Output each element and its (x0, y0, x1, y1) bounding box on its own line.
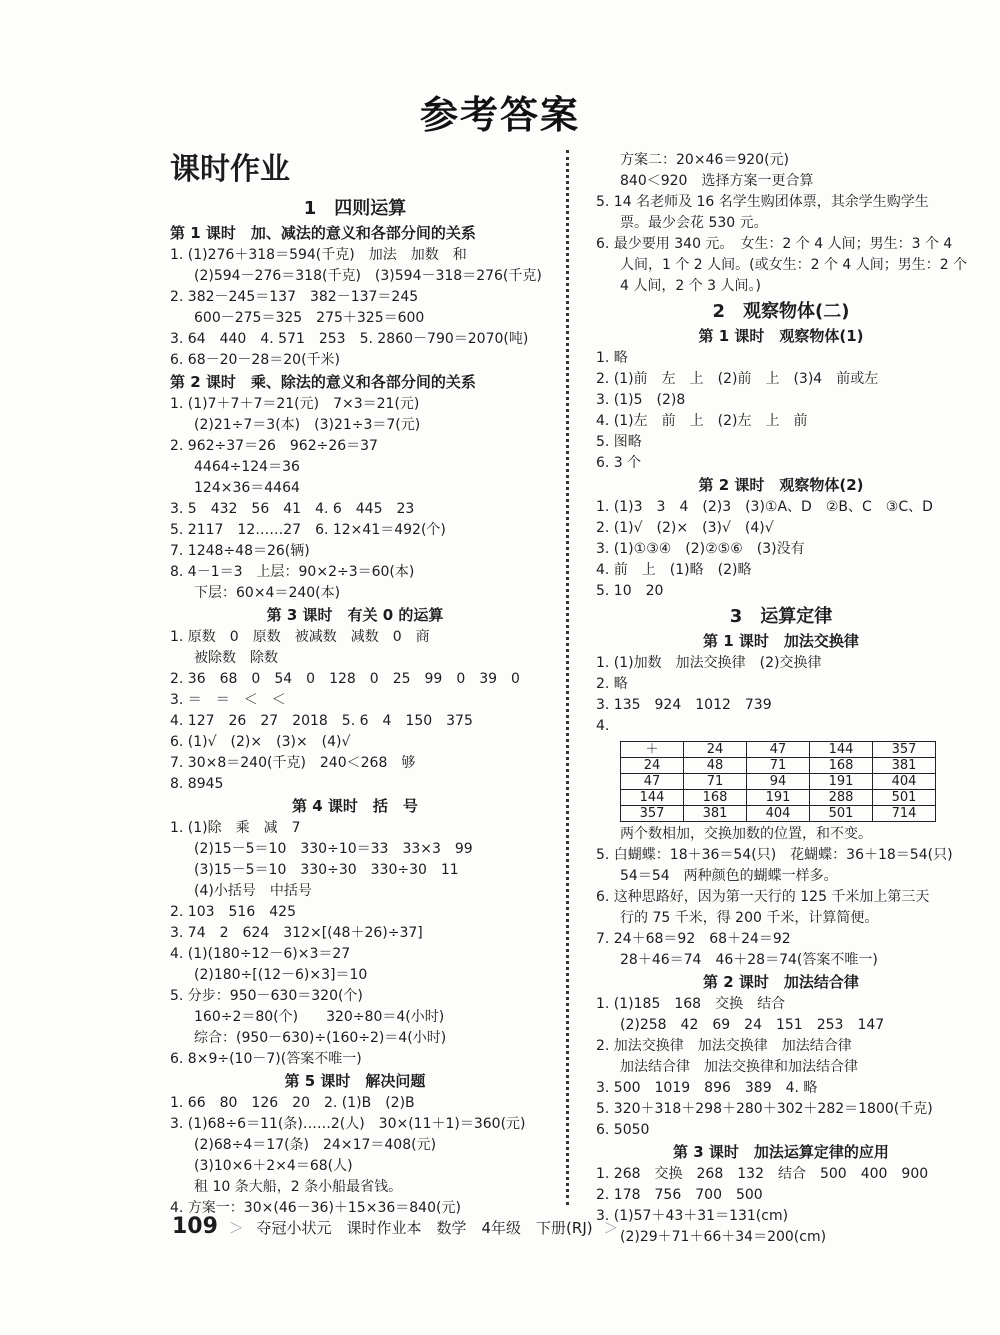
right-column (596, 150, 966, 1248)
table-cell: 501 (873, 790, 936, 806)
answer-line: (2)21÷7＝3(本) (3)21÷3＝7(元) (194, 417, 421, 433)
table-cell: 404 (747, 806, 810, 822)
answer-line: 租 10 条大船，2 条小船最省钱。 (194, 1179, 403, 1195)
answer-line: 6. (1)√ (2)× (3)× (4)√ (170, 734, 351, 750)
table-row (621, 806, 936, 822)
answer-line: 5. 图略 (596, 434, 642, 450)
answer-line: 1. (1)276＋318＝594(千克) 加法 加数 和 (170, 247, 467, 263)
answer-line: 1. (1)7＋7＋7＝21(元) 7×3＝21(元) (170, 396, 420, 412)
lesson-heading: 第 2 课时 乘、除法的意义和各部分间的关系 (170, 373, 476, 391)
answer-line: (2)180÷[(12－6)×3]＝10 (194, 967, 368, 983)
book-info: 夺冠小状元 课时作业本 数学 4年级 下册(RJ) (256, 1219, 593, 1237)
answer-line: 1. (1)加数 加法交换律 (2)交换律 (596, 655, 822, 671)
lesson-heading: 第 2 课时 观察物体(2) (698, 476, 864, 494)
answer-line: 2. 略 (596, 676, 628, 692)
table-cell: 94 (747, 774, 810, 790)
answer-line: 被除数 除数 (194, 650, 278, 666)
answer-line: 3. 500 1019 896 389 4. 略 (596, 1080, 818, 1096)
answer-line: 3. (1)68÷6＝11(条)……2(人) 30×(11＋1)＝360(元) (170, 1116, 526, 1132)
answer-line: 3. ＝ ＝ ＜ ＜ (170, 692, 286, 708)
answer-line: 综合：(950－630)÷(160÷2)＝4(小时) (194, 1030, 447, 1046)
answer-line: 7. 1248÷48＝26(辆) (170, 543, 310, 559)
answer-line: 6. 68－20－28＝20(千米) (170, 352, 340, 368)
table-cell: 168 (810, 758, 873, 774)
answer-line: 2. 382－245＝137 382－137＝245 (170, 289, 419, 305)
table-cell: 191 (810, 774, 873, 790)
page-number: 109 (172, 1214, 218, 1239)
answer-line: 4. 前 上 (1)略 (2)略 (596, 562, 752, 578)
answer-line: 3. 64 440 4. 571 253 5. 2860－790＝2070(吨) (170, 331, 529, 347)
answer-line: (2)29＋71＋66＋34＝200(cm) (620, 1229, 827, 1245)
right-column-bottom (596, 824, 966, 1248)
table-cell: 288 (810, 790, 873, 806)
lesson-heading: 第 4 课时 括 号 (292, 797, 418, 815)
answer-line: 下层：60×4＝240(本) (194, 585, 341, 601)
answer-line: 1. (1)除 乘 减 7 (170, 820, 301, 836)
answer-line: 6. 3 个 (596, 455, 642, 471)
answer-line: 3. 74 2 624 312×[(48＋26)÷37] (170, 925, 423, 941)
answer-line: 4. 127 26 27 2018 5. 6 4 150 375 (170, 713, 473, 729)
unit-heading: 2 观察物体(二) (712, 301, 850, 322)
answer-line: 6. 5050 (596, 1122, 650, 1138)
answer-line: 3. (1)①③④ (2)②⑤⑥ (3)没有 (596, 541, 805, 557)
table-cell: 71 (684, 774, 747, 790)
lesson-heading: 第 1 课时 加法交换律 (703, 632, 859, 650)
table-cell: ＋ (621, 742, 684, 758)
lesson-heading: 第 1 课时 加、减法的意义和各部分间的关系 (170, 224, 476, 242)
answer-line: 4. (1)左 前 上 (2)左 上 前 (596, 413, 808, 429)
table-cell: 24 (621, 758, 684, 774)
answer-line: 4 人间，2 个 3 人间。) (620, 278, 761, 294)
answer-line: 3. 5 432 56 41 4. 6 445 23 (170, 501, 415, 517)
lesson-heading: 第 3 课时 加法运算定律的应用 (673, 1143, 889, 1161)
table-cell: 47 (747, 742, 810, 758)
answer-line: 6. 这种思路好，因为第一天行的 125 千米加上第三天 (596, 889, 930, 905)
answer-line: 5. 320＋318＋298＋280＋302＋282＝1800(千克) (596, 1101, 933, 1117)
answer-line: (2)68÷4＝17(条) 24×17＝408(元) (194, 1137, 437, 1153)
answer-line: 160÷2＝80(个) 320÷80＝4(小时) (194, 1009, 445, 1025)
table-cell: 714 (873, 806, 936, 822)
arrow-right-icon: ＞ (603, 1219, 619, 1237)
answer-line: 3. 135 924 1012 739 (596, 697, 772, 713)
answer-line: 1. 原数 0 原数 被减数 减数 0 商 (170, 629, 430, 645)
table-row (621, 742, 936, 758)
table-cell: 191 (747, 790, 810, 806)
answer-line: 票。最少会花 530 元。 (620, 215, 768, 231)
answer-line: 3. (1)5 (2)8 (596, 392, 686, 408)
answer-line: 5. 10 20 (596, 583, 664, 599)
answer-line: 1. (1)3 3 4 (2)3 (3)①A、D ②B、C ③C、D (596, 499, 933, 515)
answer-line: (2)15－5＝10 330÷10＝33 33×3 99 (194, 841, 473, 857)
answer-line: 7. 24＋68＝92 68＋24＝92 (596, 931, 791, 947)
table-cell: 47 (621, 774, 684, 790)
lesson-heading: 第 3 课时 有关 0 的运算 (266, 606, 444, 624)
answer-line: 两个数相加，交换加数的位置，和不变。 (620, 826, 872, 842)
answer-line: (4)小括号 中括号 (194, 883, 312, 899)
answer-line: 5. 14 名老师及 16 名学生购团体票，其余学生购学生 (596, 194, 929, 210)
table-row (621, 774, 936, 790)
table-cell: 168 (684, 790, 747, 806)
table-cell: 71 (747, 758, 810, 774)
table-cell: 144 (621, 790, 684, 806)
answer-line: (3)10×6＋2×4＝68(人) (194, 1158, 353, 1174)
table-row (621, 790, 936, 806)
answer-line: 2. (1)√ (2)× (3)√ (4)√ (596, 520, 774, 536)
answer-line: 28＋46＝74 46＋28＝74(答案不唯一) (620, 952, 878, 968)
answer-line: 6. 最少要用 340 元。 女生：2 个 4 人间；男生：3 个 4 (596, 236, 953, 252)
answer-line: 1. 268 交换 268 132 结合 500 400 900 (596, 1166, 929, 1182)
answer-line: 8. 8945 (170, 776, 224, 792)
answer-line: 54＝54 两种颜色的蝴蝶一样多。 (620, 868, 838, 884)
answer-line: 124×36＝4464 (194, 480, 300, 496)
answer-line: 8. 4－1＝3 上层：90×2÷3＝60(本) (170, 564, 415, 580)
answer-line: 2. 962÷37＝26 962÷26＝37 (170, 438, 378, 454)
table-cell: 144 (810, 742, 873, 758)
answer-line: 人间，1 个 2 人间。(或女生：2 个 4 人间；男生：2 个 (620, 257, 968, 273)
answer-line: 加法结合律 加法交换律和加法结合律 (620, 1059, 858, 1075)
answer-line: 1. 略 (596, 350, 628, 366)
answer-line: 5. 分步：950－630＝320(个) (170, 988, 363, 1004)
left-column (170, 150, 540, 1219)
answer-line: 2. 加法交换律 加法交换律 加法结合律 (596, 1038, 852, 1054)
answer-line: 2. 178 756 700 500 (596, 1187, 763, 1203)
answer-line: 4. 方案一：30×(46－36)＋15×36＝840(元) (170, 1200, 461, 1216)
answer-line: 6. 8×9÷(10－7)(答案不唯一) (170, 1051, 362, 1067)
answer-line: 840＜920 选择方案一更合算 (620, 173, 814, 189)
unit-heading: 3 运算定律 (729, 606, 833, 627)
answer-line: 5. 白蝴蝶：18＋36＝54(只) 花蝴蝶：36＋18＝54(只) (596, 847, 953, 863)
answer-line: (3)15－5＝10 330÷30 330÷30 11 (194, 862, 459, 878)
answer-line: 4. (596, 718, 610, 734)
table-cell: 404 (873, 774, 936, 790)
answer-line: 7. 30×8＝240(千克) 240＜268 够 (170, 755, 416, 771)
answer-line: 4464÷124＝36 (194, 459, 300, 475)
table-cell: 48 (684, 758, 747, 774)
answer-line: 2. 36 68 0 54 0 128 0 25 99 0 39 0 (170, 671, 520, 687)
table-cell: 24 (684, 742, 747, 758)
answer-line: 方案二：20×46＝920(元) (620, 152, 790, 168)
answer-line: 1. 66 80 126 20 2. (1)B (2)B (170, 1095, 415, 1111)
answer-line: 5. 2117 12……27 6. 12×41＝492(个) (170, 522, 446, 538)
answer-line: (2)258 42 69 24 151 253 147 (620, 1017, 885, 1033)
addition-table (620, 741, 936, 822)
table-cell: 501 (810, 806, 873, 822)
lesson-heading: 第 1 课时 观察物体(1) (698, 327, 864, 345)
lesson-heading: 第 5 课时 解决问题 (284, 1072, 426, 1090)
answer-line: 2. 103 516 425 (170, 904, 296, 920)
arrow-right-icon: ＞ (228, 1219, 244, 1237)
table-cell: 381 (873, 758, 936, 774)
answer-line: 1. (1)185 168 交换 结合 (596, 996, 786, 1012)
page-footer (172, 1214, 618, 1239)
unit-heading: 1 四则运算 (303, 198, 407, 219)
table-row (621, 758, 936, 774)
answer-line: 600－275＝325 275＋325＝600 (194, 310, 425, 326)
page-title: 参考答案 (419, 93, 580, 137)
table-cell: 357 (621, 806, 684, 822)
answer-line: 4. (1)(180÷12－6)×3＝27 (170, 946, 351, 962)
column-separator (566, 150, 569, 1205)
table-cell: 357 (873, 742, 936, 758)
answer-line: (2)594－276＝318(千克) (3)594－318＝276(千克) (194, 268, 542, 284)
answer-line: 行的 75 千米，得 200 千米，计算简便。 (620, 910, 879, 926)
answer-line: 3. (1)57＋43＋31＝131(cm) (596, 1208, 789, 1224)
right-column-top (596, 150, 966, 737)
lesson-heading: 第 2 课时 加法结合律 (703, 973, 859, 991)
answer-line: 2. (1)前 左 上 (2)前 上 (3)4 前或左 (596, 371, 879, 387)
table-cell: 381 (684, 806, 747, 822)
section-title: 课时作业 (170, 152, 290, 187)
